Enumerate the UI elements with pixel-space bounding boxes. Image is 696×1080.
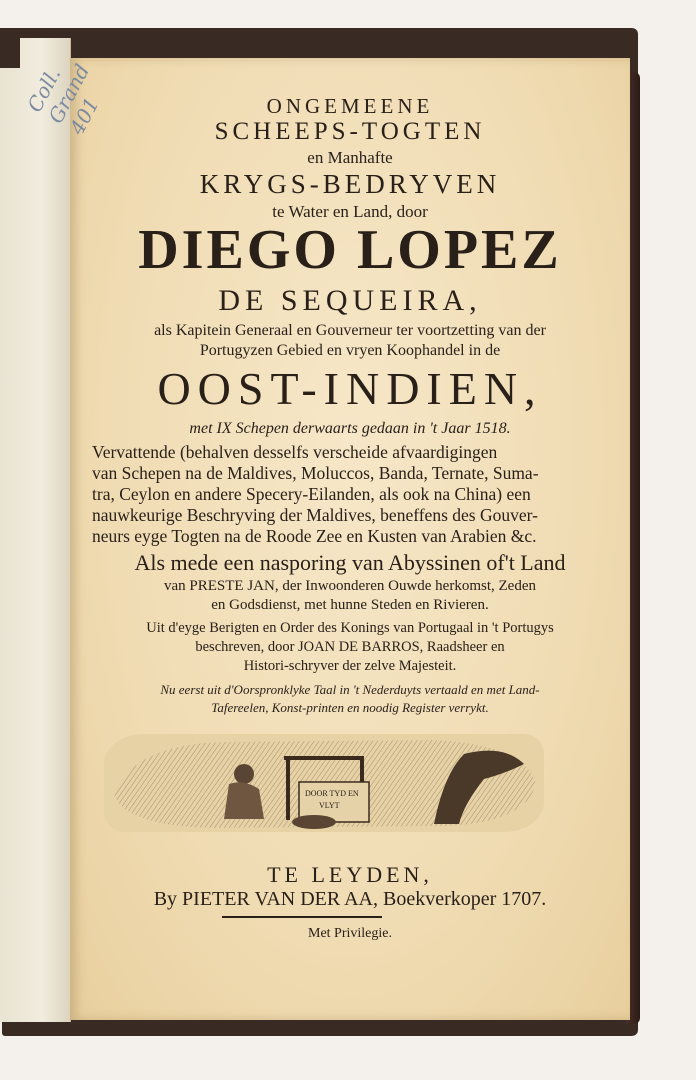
contents-paragraph-1: [92, 442, 602, 547]
title-line-1: ONGEMEENE: [266, 94, 434, 118]
imprint-publisher: By PIETER VAN DER AA, Boekverkoper 1707.: [153, 888, 547, 910]
vignette-motto-2: VLYT: [319, 801, 340, 810]
title-line-2: SCHEEPS-TOGTEN: [214, 118, 486, 145]
book: [0, 28, 640, 1038]
contents-p1-line: neurs eyge Togten na de Roode Zee en Kusten van Arabien &c.: [92, 526, 537, 546]
contents-p1-line: Vervattende (behalven desselfs verscheide afvaardigingen: [92, 442, 498, 462]
vignette-engraving: [104, 734, 544, 832]
contents-p3-line: beschreven, door JOAN DE BARROS, Raadsheer en: [195, 639, 505, 655]
contents-p2-line: en Godsdienst, met hunne Steden en Rivieren.: [211, 597, 489, 613]
role-line-1: als Kapitein Generaal en Gouverneur ter voortzetting van der: [154, 322, 546, 339]
title-line-4: KRYGS-BEDRYVEN: [199, 169, 501, 199]
title-page: [22, 58, 630, 1020]
title-line-5: te Water en Land, door: [272, 202, 428, 221]
role-line-2: Portugyzen Gebied en vryen Koophandel in de: [199, 342, 501, 359]
contents-p1-line: nauwkeurige Beschryving der Maldives, beneffens des Gouver-: [92, 505, 538, 525]
contents-p2-heading: Als mede een nasporing van Abyssinen of't Land: [134, 550, 566, 575]
voyage-line: met IX Schepen derwaarts gedaan in 't Jaar 1518.: [189, 420, 511, 437]
engraved-vignette: [104, 734, 544, 832]
contents-p1-line: tra, Ceylon en andere Specery-Eilanden, als ook na China) een: [92, 484, 531, 504]
contents-p1-line: van Schepen na de Maldives, Moluccos, Banda, Ternate, Suma-: [92, 463, 539, 483]
imprint-city: TE LEYDEN,: [267, 862, 433, 887]
contents-p4-line: Nu eerst uit d'Oorspronklyke Taal in 't Nederduyts vertaald en met Land-: [160, 682, 540, 697]
imprint-privilege: Met Privilegie.: [308, 926, 392, 941]
author-name-2: DE SEQUEIRA,: [218, 284, 482, 317]
vignette-motto-1: DOOR TYD EN: [305, 789, 359, 798]
contents-p4-line: Tafereelen, Konst-printen en noodig Register verrykt.: [211, 700, 489, 715]
left-cover-corner: [0, 28, 20, 68]
place-heading: OOST-INDIEN,: [157, 363, 543, 414]
handwritten-note: Coll. Grand 401: [22, 60, 104, 139]
contents-p2-line: van PRESTE JAN, der Inwoonderen Ouwde herkomst, Zeden: [163, 578, 536, 594]
imprint-rule: [222, 916, 382, 918]
left-page-edge: [0, 38, 71, 1022]
contents-p3-line: Histori-schryver der zelve Majesteit.: [243, 658, 457, 674]
title-line-3: en Manhafte: [307, 148, 393, 167]
author-name: DIEGO LOPEZ: [138, 219, 562, 281]
contents-p3-line: Uit d'eyge Berigten en Order des Konings van Portugaal in 't Portugys: [146, 620, 554, 636]
